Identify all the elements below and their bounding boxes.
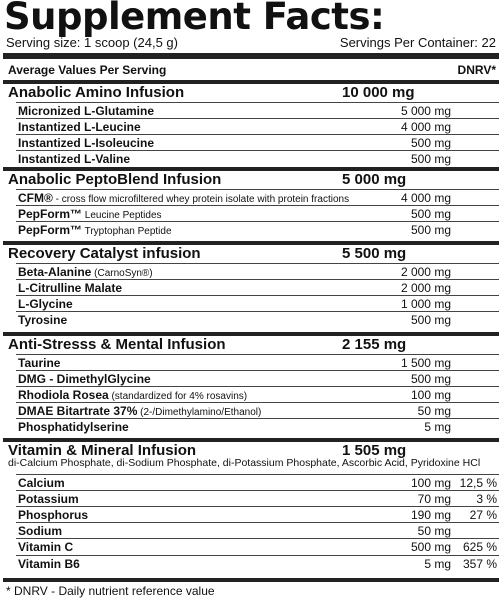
ingredient-name: Phosphatidylserine [18, 420, 129, 435]
section-amount: 1 505 mg [342, 442, 407, 459]
ingredient-amount: 5 mg [424, 420, 451, 435]
ingredient-name: Beta-Alanine [18, 265, 92, 279]
ingredient-note: (CarnoSyn®) [91, 268, 153, 279]
ingredient-name: PepForm™ [18, 207, 83, 222]
section-subnote: di-Calcium Phosphate, di-Sodium Phosphate, di-Potassium Phosphate, Ascorbic Acid, Pyridoxine HCl [8, 457, 481, 469]
ingredient-name: CFM® [18, 191, 53, 205]
thick-divider [3, 53, 499, 59]
section-name: Anabolic Amino Infusion [8, 84, 185, 101]
ingredient-dnrv: 3 % [476, 492, 497, 507]
ingredient-label [18, 296, 73, 312]
ingredient-amount: 500 mg [410, 136, 451, 151]
ingredient-label [18, 103, 154, 119]
average-values-label: Average Values Per Serving [8, 63, 167, 77]
ingredient-dnrv: 27 % [469, 508, 497, 523]
ingredient-amount: 1 500 mg [400, 356, 451, 370]
ingredient-name: Instantized L-Leucine [18, 120, 141, 135]
ingredient-amount: 50 mg [417, 524, 451, 539]
ingredient-amount: 100 mg [410, 388, 451, 403]
section-amount: 5 000 mg [342, 171, 407, 188]
ingredient-label [18, 539, 73, 555]
ingredient-name: Calcium [18, 476, 65, 490]
servings-per-container: Servings Per Container: 22 [339, 35, 496, 50]
ingredient-amount: 100 mg [410, 476, 451, 490]
ingredient-note: Leucine Peptides [82, 210, 162, 222]
serving-size: Serving size: 1 scoop (24,5 g) [6, 35, 178, 50]
ingredient-label [18, 280, 122, 296]
ingredient-name: Vitamin B6 [18, 556, 80, 571]
ingredient-label [18, 135, 154, 151]
ingredient-amount: 500 mg [410, 223, 451, 238]
ingredient-name: Instantized L-Valine [18, 152, 131, 167]
ingredient-label [18, 419, 129, 435]
ingredient-note: - cross flow microfiltered whey protein isolate with protein fractions [52, 194, 350, 205]
ingredient-name: Instantized L-Isoleucine [18, 136, 155, 151]
ingredient-dnrv: 357 % [462, 556, 497, 571]
ingredient-label [18, 222, 172, 240]
ingredient-amount: 2 000 mg [400, 281, 451, 296]
ingredient-label [18, 507, 88, 523]
ingredient-label [18, 355, 60, 371]
ingredient-label [18, 119, 141, 135]
ingredient-name: L-Glycine [18, 297, 73, 312]
ingredient-amount: 4 000 mg [400, 120, 451, 135]
ingredient-dnrv: 625 % [462, 540, 497, 555]
ingredient-name: Sodium [18, 524, 62, 539]
ingredient-amount: 4 000 mg [400, 191, 451, 205]
ingredient-amount: 2 000 mg [400, 265, 451, 279]
section-amount: 2 155 mg [342, 336, 407, 353]
ingredient-amount: 70 mg [417, 492, 451, 507]
ingredient-name: Potassium [18, 492, 79, 507]
ingredient-dnrv: 12,5 % [459, 476, 497, 490]
ingredient-name: Rhodiola Rosea [18, 388, 109, 403]
section-name: Recovery Catalyst infusion [8, 245, 201, 262]
section-name: Anti-Stresss & Mental Infusion [8, 336, 226, 353]
ingredient-name: PepForm™ [18, 223, 83, 238]
ingredient-amount: 5 mg [424, 556, 451, 571]
ingredient-name: Taurine [18, 356, 61, 370]
ingredient-name: Tyrosine [18, 313, 68, 328]
ingredient-name: DMAE Bitartrate 37% [18, 404, 138, 419]
ingredient-name: Phosphorus [18, 508, 89, 523]
ingredient-name: Vitamin C [18, 540, 74, 555]
ingredient-name: Micronized L-Glutamine [18, 104, 155, 118]
ingredient-note: (2-/Dimethylamino/Ethanol) [137, 407, 262, 419]
ingredient-label [18, 312, 67, 328]
ingredient-amount: 500 mg [410, 540, 451, 555]
ingredient-amount: 50 mg [417, 404, 451, 419]
ingredient-label [18, 491, 79, 507]
ingredient-label [18, 475, 65, 491]
section-name: Anabolic PeptoBlend Infusion [8, 171, 222, 188]
ingredient-amount: 190 mg [410, 508, 451, 523]
ingredient-label [18, 523, 62, 539]
ingredient-label [18, 556, 80, 572]
ingredient-amount: 1 000 mg [400, 297, 451, 312]
dnrv-label: DNRV* [457, 63, 496, 77]
ingredient-amount: 500 mg [410, 207, 451, 222]
ingredient-amount: 500 mg [410, 152, 451, 167]
serving-info [6, 35, 496, 51]
ingredient-amount: 5 000 mg [400, 104, 451, 118]
ingredient-name: DMG - DimethylGlycine [18, 372, 151, 387]
ingredient-amount: 500 mg [410, 372, 451, 387]
bottom-divider [3, 578, 499, 582]
ingredient-note: (standardized for 4% rosavins) [108, 391, 248, 403]
footnote: * DNRV - Daily nutrient reference value [6, 584, 215, 598]
ingredient-label [18, 371, 151, 387]
panel-title: Supplement Facts: [4, 0, 385, 38]
section-name: Vitamin & Mineral Infusion [8, 442, 197, 459]
ingredient-note: Tryptophan Peptide [82, 226, 172, 238]
section-amount: 10 000 mg [342, 84, 415, 101]
section-amount: 5 500 mg [342, 245, 407, 262]
ingredient-amount: 500 mg [410, 313, 451, 328]
ingredient-name: L-Citrulline Malate [18, 281, 123, 296]
ingredient-label [18, 151, 130, 167]
